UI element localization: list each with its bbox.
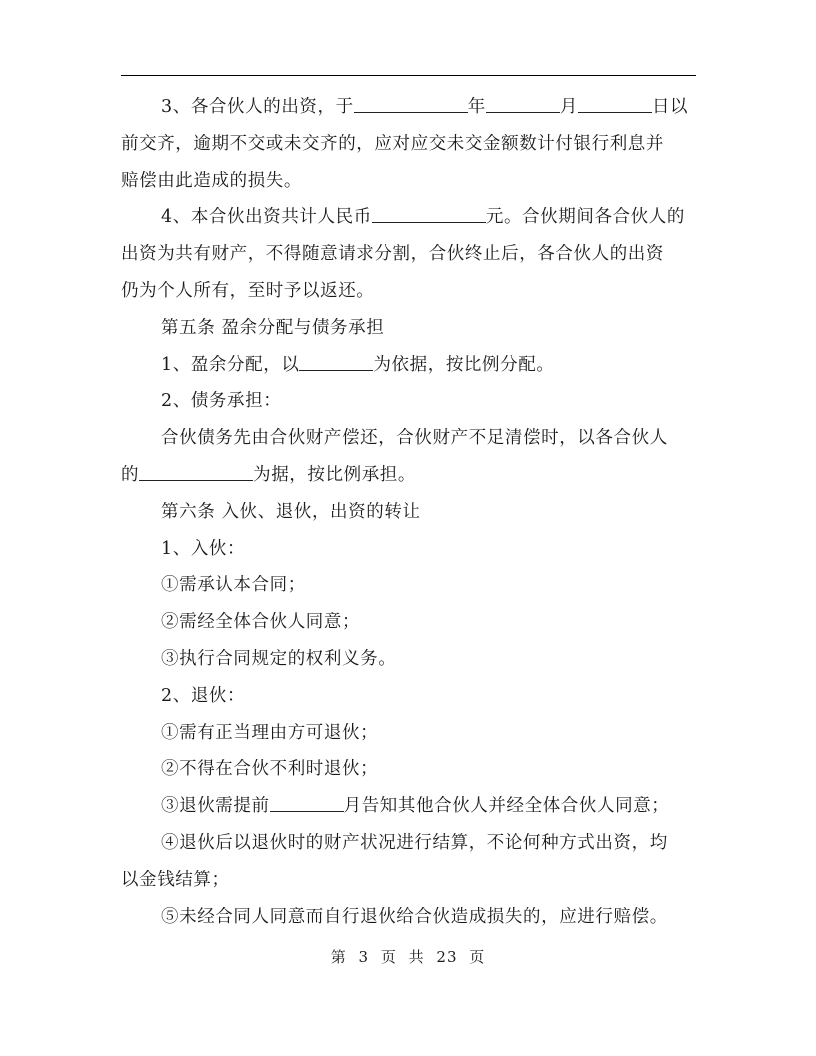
- paragraph-line: ②不得在合伙不利时退伙；: [161, 759, 379, 780]
- paragraph-line: ①需有正当理由方可退伙；: [161, 722, 379, 743]
- paragraph-line: [121, 457, 701, 494]
- paragraph-line: 2、债务承担：: [161, 391, 282, 412]
- text-segment: 元。合伙期间各合伙人的: [485, 207, 685, 228]
- paragraph-line: 第六条 入伙、退伙，出资的转让: [161, 501, 421, 522]
- paragraph-line: [121, 347, 701, 384]
- paragraph-line: 第五条 盈余分配与债务承担: [161, 317, 385, 338]
- paragraph-line: ③执行合同规定的权利义务。: [161, 648, 397, 669]
- footer-page-mid: 页: [380, 948, 397, 966]
- paragraph-line: 1、入伙：: [161, 538, 246, 559]
- fill-in-blank: [486, 94, 560, 113]
- paragraph-line: ②需经全体合伙人同意；: [161, 612, 361, 633]
- paragraph-line: 仍为个人所有，至时予以返还。: [121, 280, 375, 301]
- fill-in-blank: [139, 462, 253, 481]
- footer-page-prefix: 第: [330, 948, 347, 966]
- text-segment: 年: [467, 97, 486, 117]
- text-segment: 日以: [651, 97, 689, 117]
- footer-total-pages: 23: [436, 948, 458, 966]
- footer-total-suffix: 页: [469, 948, 486, 966]
- fill-in-blank: [372, 204, 486, 223]
- paragraph-line: 出资为共有财产，不得随意请求分割，合伙终止后，各合伙人的出资: [121, 244, 664, 265]
- text-segment: 1、盈余分配，以: [161, 354, 300, 375]
- header-rule: [121, 75, 696, 76]
- text-segment: 月: [559, 97, 578, 117]
- paragraph-line: 前交齐，逾期不交或未交齐的，应对应交未交金额数计付银行利息并: [121, 133, 664, 154]
- text-segment: 月告知其他合伙人并经全体合伙人同意；: [343, 796, 670, 817]
- text-segment: 4、本合伙出资共计人民币: [161, 207, 372, 228]
- paragraph-line: 合伙债务先由合伙财产偿还，合伙财产不足清偿时，以各合伙人: [161, 428, 668, 449]
- paragraph-line: ①需承认本合同；: [161, 575, 306, 596]
- text-segment: 为依据，按比例分配。: [373, 354, 555, 375]
- text-segment: 为据，按比例承担。: [253, 464, 417, 485]
- paragraph-line: [121, 199, 701, 236]
- text-segment: 3、各合伙人的出资，于: [161, 97, 354, 117]
- text-segment: 的: [121, 464, 140, 485]
- paragraph-line: ④退伙后以退伙时的财产状况进行结算，不论何种方式出资，均: [161, 832, 668, 853]
- paragraph-line: 2、退伙：: [161, 685, 246, 706]
- document-body: [121, 89, 701, 935]
- text-segment: ③退伙需提前: [161, 796, 270, 817]
- footer-current-page: 3: [358, 948, 370, 966]
- fill-in-blank: [578, 94, 652, 113]
- page-footer: [0, 946, 816, 967]
- paragraph-line: 赔偿由此造成的损失。: [121, 170, 302, 191]
- paragraph-line: [121, 788, 701, 825]
- paragraph-line: [121, 89, 701, 126]
- paragraph-line: 以金钱结算；: [121, 869, 230, 890]
- fill-in-blank: [354, 94, 468, 113]
- fill-in-blank: [299, 352, 373, 371]
- paragraph-line: ⑤未经合同人同意而自行退伙给合伙造成损失的，应进行赔偿。: [161, 906, 668, 927]
- footer-total-prefix: 共: [408, 948, 425, 966]
- fill-in-blank: [270, 793, 344, 812]
